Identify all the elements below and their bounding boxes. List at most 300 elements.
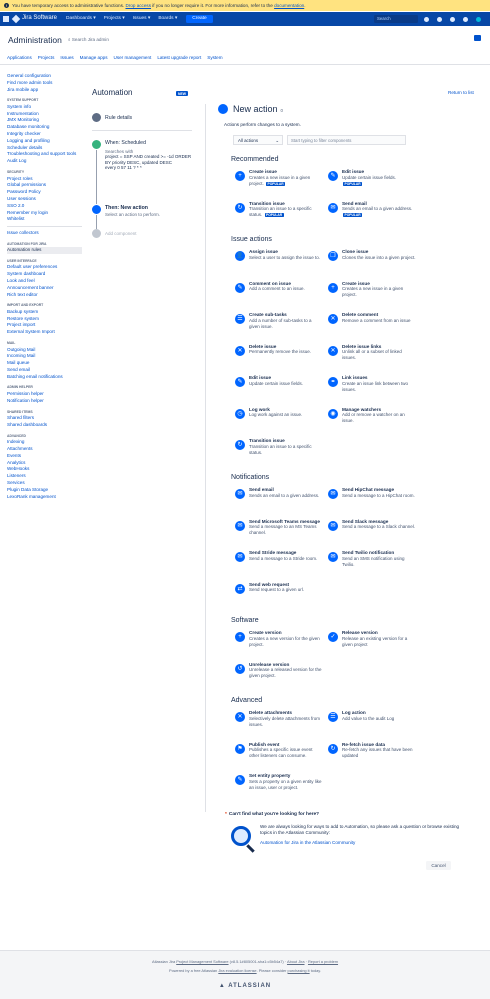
sidebar-item-project-roles[interactable]: Project roles	[7, 175, 33, 181]
rule-details-icon	[92, 113, 101, 122]
action-card-name: Send web request	[249, 581, 290, 587]
section-heading-advanced: Advanced	[231, 697, 263, 704]
action-card-description-text: Re-fetch any issues that have been updated	[342, 747, 413, 759]
tab-applications[interactable]: Applications	[7, 55, 32, 60]
purchasing-link[interactable]: purchasing it	[287, 968, 310, 973]
add-component-label: Add component	[105, 231, 137, 236]
delete-comment-icon: ✕	[328, 314, 338, 324]
avatar[interactable]	[476, 17, 481, 22]
rule-connector-line	[96, 215, 97, 229]
action-card-send-hipchat-message[interactable]	[328, 487, 416, 499]
sidebar-item-batching-email-notifications[interactable]: Batching email notifications	[7, 373, 63, 379]
divider	[92, 130, 192, 131]
action-card-description-text: Transition an issue to a specific status.	[249, 206, 312, 218]
action-card-description	[249, 412, 323, 418]
sidebar-item-external-system-import[interactable]: External System Import	[7, 329, 55, 335]
comment-on-issue-icon: ✎	[235, 283, 245, 293]
action-card-description	[249, 444, 323, 456]
tab-user-management[interactable]: User management	[113, 55, 152, 60]
action-new[interactable]	[92, 205, 192, 217]
column-divider	[205, 104, 206, 812]
page-title: Administration	[8, 35, 62, 45]
settings-gear-icon[interactable]	[463, 17, 468, 22]
sidebar-item-troubleshooting-and-support-tools[interactable]: Troubleshooting and support tools	[7, 151, 77, 157]
action-card-description-text: Send request to a given url.	[249, 587, 305, 593]
action-card-name: Create version	[249, 630, 282, 635]
footer	[0, 950, 490, 999]
sidebar-item-services[interactable]: Services	[7, 479, 25, 485]
send-stride-message-icon: ✉	[235, 552, 245, 562]
action-category-select[interactable]	[233, 135, 283, 145]
sidebar-heading: ADMIN HELPER	[7, 385, 33, 390]
sidebar-heading: ADVANCED	[7, 433, 26, 438]
action-card-edit-issue[interactable]	[328, 169, 416, 187]
new-action-title: New action	[233, 104, 278, 114]
new-action-count: 0	[280, 108, 284, 113]
bolt-icon	[218, 104, 228, 114]
sidebar-item-jira-mobile-app[interactable]: Jira mobile app	[7, 86, 39, 92]
plus-icon	[92, 229, 101, 238]
action-card-description-text: Creates a new issue in a given project.	[249, 174, 311, 186]
atlassian-logo-text: ATLASSIAN	[228, 983, 272, 989]
sidebar-item-password-policy[interactable]: Password Policy	[7, 189, 41, 195]
eval-license-link[interactable]: Jira evaluation license	[218, 968, 257, 973]
action-card-clone-issue[interactable]	[328, 249, 416, 261]
action-card-create-issue[interactable]	[328, 281, 416, 299]
sidebar-item-database-monitoring[interactable]: Database monitoring	[7, 124, 50, 130]
set-entity-property-icon: ✎	[235, 775, 245, 785]
action-card-set-entity-property[interactable]	[235, 773, 323, 791]
cant-find-heading	[225, 812, 319, 818]
action-card-name: Create issue	[342, 280, 370, 286]
filter-components-input[interactable]: Start typing to filter components	[287, 135, 406, 145]
action-card-description	[342, 493, 416, 499]
footer-version: (v8.5.1#805001-sha1:c5b54a7)	[229, 959, 284, 964]
new-badge: NEW	[178, 91, 186, 96]
action-card-name: Re-fetch issue data	[342, 741, 385, 747]
sidebar-divider	[7, 226, 82, 227]
action-card-description	[342, 381, 416, 393]
action-card-description	[249, 318, 323, 330]
action-card-comment-on-issue[interactable]	[235, 281, 323, 293]
create-issue-icon: +	[328, 283, 338, 293]
action-card-description-text: Update certain issue fields.	[249, 380, 304, 386]
action-card-description-text: Send an SMS notification using Twilio.	[342, 555, 405, 567]
sidebar-item-global-permissions[interactable]: Global permissions	[7, 182, 47, 188]
action-card-description	[249, 493, 323, 499]
transition-issue-icon: ↻	[235, 440, 245, 450]
tab-projects[interactable]: Projects	[37, 55, 55, 60]
banner-text-end: .	[304, 2, 306, 8]
tab-manage-apps[interactable]: Manage apps	[79, 55, 108, 60]
give-feedback-icon[interactable]	[437, 17, 442, 22]
action-card-description-text: Clones the issue into a given project.	[342, 254, 416, 260]
atlassian-logo	[0, 983, 490, 991]
search-input[interactable]: Search	[374, 15, 418, 23]
add-component-button[interactable]	[92, 229, 192, 237]
banner-text: You have temporary access to administrative functions.	[12, 2, 125, 8]
section-heading-software: Software	[231, 617, 259, 624]
footer-line-1: Atlassian Jira Project Management Software (v8.5.1#805001-sha1:c5b54a7) · About Jira · Report a problem	[151, 959, 339, 964]
sidebar-item-indexing[interactable]: Indexing	[7, 439, 25, 445]
rule-details-item[interactable]	[92, 113, 192, 122]
action-card-name: Delete attachments	[249, 710, 292, 715]
action-card-description-text: Send a message to a Stride room.	[249, 555, 318, 561]
topnav-boards[interactable]: Boards ▾	[158, 16, 178, 21]
action-card-description	[249, 286, 323, 292]
manage-watchers-icon: ◉	[328, 409, 338, 419]
sidebar-heading: SECURITY	[7, 170, 25, 175]
action-card-description	[249, 667, 323, 679]
action-card-description-text: Unrelease a released version for the given project.	[249, 667, 322, 679]
community-link[interactable]: Automation for Jira in the Atlassian Community	[260, 840, 356, 845]
action-card-description-text: Create an issue link between two issues.	[342, 380, 409, 392]
popular-badge: POPULAR	[266, 213, 283, 218]
send-hipchat-message-icon: ✉	[328, 489, 338, 499]
action-category-value: All actions	[238, 138, 259, 143]
documentation-link[interactable]: documentation	[274, 2, 305, 8]
send-slack-message-icon: ✉	[328, 521, 338, 531]
action-card-delete-issue[interactable]	[235, 344, 323, 356]
action-card-send-email[interactable]	[328, 201, 416, 219]
sidebar-item-remember-my-login[interactable]: Remember my login	[7, 209, 49, 215]
action-card-description	[342, 412, 416, 424]
action-card-publish-event[interactable]	[235, 742, 323, 760]
action-card-description	[249, 206, 323, 218]
action-card-name: Assign issue	[249, 249, 278, 254]
action-card-description-text: Add or remove a watcher on an issue.	[342, 412, 405, 424]
action-card-description	[342, 349, 416, 361]
action-card-description-text: Creates a new version for the given project.	[249, 635, 320, 647]
drop-access-link[interactable]: Drop access	[125, 2, 151, 8]
edit-issue-icon: ✎	[328, 171, 338, 181]
send-twilio-notification-icon: ✉	[328, 552, 338, 562]
trigger-scheduled[interactable]	[92, 140, 192, 171]
action-card-description	[249, 587, 323, 593]
sidebar-item-sso-2-0[interactable]: SSO 2.0	[7, 202, 25, 208]
action-card-description-text: Creates a new issue in a given project.	[342, 286, 404, 298]
action-card-name: Set entity property	[249, 773, 291, 778]
topnav-projects[interactable]: Projects ▾	[103, 16, 125, 21]
new-action-subtitle: Actions perform changes to a system.	[224, 122, 301, 127]
action-card-name: Send Stride message	[249, 550, 297, 555]
log-work-icon: ◷	[235, 409, 245, 419]
sidebar-item-backup-system[interactable]: Backup system	[7, 308, 39, 314]
action-card-description	[342, 318, 416, 324]
action-card-delete-comment[interactable]	[328, 312, 416, 324]
popular-badge: POPULAR	[267, 181, 284, 186]
sidebar-item-mail-queue[interactable]: Mail queue	[7, 360, 30, 366]
action-card-description	[249, 524, 323, 536]
transition-issue-icon: ↻	[235, 203, 245, 213]
sidebar-item-integrity-checker[interactable]: Integrity checker	[7, 131, 41, 137]
link-issues-icon: ⚭	[328, 377, 338, 387]
tab-issues[interactable]: Issues	[60, 55, 74, 60]
sidebar-item-outgoing-mail[interactable]: Outgoing Mail	[7, 346, 36, 352]
action-card-description	[342, 286, 416, 298]
top-nav-menu	[66, 16, 177, 22]
action-card-name: Create sub-tasks	[249, 312, 287, 317]
jira-logo[interactable]	[13, 15, 57, 23]
send-web-request-icon: ⇄	[235, 584, 245, 594]
topnav-issues[interactable]: Issues ▾	[132, 16, 151, 21]
delete-attachments-icon: ✕	[235, 712, 245, 722]
action-card-description-text: Permanently remove the issue.	[249, 349, 312, 355]
sidebar-item-logging-and-profiling[interactable]: Logging and profiling	[7, 137, 50, 143]
action-card-description	[342, 175, 416, 187]
action-card-description-text: Select a user to assign the issue to.	[249, 254, 321, 260]
action-card-name: Clone issue	[342, 249, 369, 254]
atlassian-logo-icon: ▲	[218, 983, 229, 989]
footer-today: today.	[310, 968, 322, 973]
sidebar-item-plugin-data-storage[interactable]: Plugin Data Storage	[7, 486, 49, 492]
action-card-description-text: Add a number of sub-tasks to a given issue.	[249, 317, 312, 329]
cancel-button[interactable]: Cancel	[426, 861, 451, 870]
sidebar-item-incoming-mail[interactable]: Incoming Mail	[7, 353, 36, 359]
footer-consider: . Please consider	[256, 968, 287, 973]
action-card-description-text: Send a message to a Slack channel.	[342, 524, 416, 530]
sidebar-item-announcement-banner[interactable]: Announcement banner	[7, 284, 54, 290]
sidebar-item-look-and-feel[interactable]: Look and feel	[7, 277, 35, 283]
action-card-manage-watchers[interactable]	[328, 407, 416, 425]
about-jira-link[interactable]: About Jira	[286, 959, 305, 964]
section-heading-issue-actions: Issue actions	[231, 236, 272, 243]
sidebar-item-whitelist[interactable]: Whitelist	[7, 216, 25, 222]
create-issue-icon: +	[235, 171, 245, 181]
sidebar-item-rich-text-editor[interactable]: Rich text editor	[7, 291, 38, 297]
sidebar-item-project-import[interactable]: Project import	[7, 322, 36, 328]
sidebar-item-listeners[interactable]: Listeners	[7, 473, 26, 479]
notifications-icon[interactable]	[424, 17, 429, 22]
action-card-name: Link issues	[342, 375, 368, 380]
sidebar-item-default-user-preferences[interactable]: Default user preferences	[7, 264, 58, 270]
action-card-description-text: Selectively delete attachments from issues.	[249, 715, 321, 727]
topnav-dashboards[interactable]: Dashboards ▾	[66, 16, 96, 21]
section-heading-notifications: Notifications	[231, 474, 270, 481]
delete-issue-icon: ✕	[235, 346, 245, 356]
action-card-transition-issue[interactable]	[235, 201, 323, 219]
action-card-description-text: Remove a comment from an issue	[342, 317, 411, 323]
log-action-icon: ☰	[328, 712, 338, 722]
action-card-description-text: Add value to the audit Log	[342, 715, 395, 721]
action-card-name: Send Slack message	[342, 518, 389, 524]
action-card-log-action[interactable]	[328, 710, 416, 722]
sidebar-item-audit-log[interactable]: Audit Log	[7, 158, 27, 164]
action-title: Then: New action	[105, 205, 148, 211]
action-card-send-web-request[interactable]	[235, 582, 323, 594]
action-card-create-issue[interactable]	[235, 169, 323, 187]
action-card-name: Publish event	[249, 741, 280, 747]
help-icon[interactable]	[450, 17, 455, 22]
action-card-send-email[interactable]	[235, 487, 323, 499]
assign-issue-icon: 👤	[236, 253, 244, 259]
action-subtitle: Select an action to perform.	[105, 211, 161, 217]
action-card-name: Transition issue	[249, 200, 285, 206]
create-sub-tasks-icon: ☰	[235, 314, 245, 324]
delete-issue-links-icon: ✕	[328, 346, 338, 356]
action-card-description	[249, 716, 323, 728]
action-card-description	[249, 636, 323, 648]
required-star: *	[225, 812, 227, 817]
trigger-cron: every 0 57 11 ? * *	[105, 165, 142, 171]
sidebar-item-lexorank-management[interactable]: LexoRank management	[7, 493, 56, 499]
action-card-name: Create issue	[249, 169, 277, 174]
footer-line-2	[0, 969, 490, 974]
action-card-create-sub-tasks[interactable]	[235, 312, 323, 330]
sidebar-item-find-more-admin-tools[interactable]: Find more admin tools	[7, 79, 53, 85]
tabs-divider	[0, 64, 490, 65]
send-microsoft-teams-message-icon: ✉	[235, 521, 245, 531]
sidebar-heading: AUTOMATION FOR JIRA	[7, 241, 47, 246]
action-card-send-slack-message[interactable]	[328, 519, 416, 531]
action-card-link-issues[interactable]	[328, 375, 416, 393]
action-card-name: Log work	[249, 406, 270, 412]
sidebar-item-scheduler-details[interactable]: Scheduler details	[7, 144, 43, 150]
send-email-icon: ✉	[235, 489, 245, 499]
sidebar-heading: MAIL	[7, 341, 16, 345]
action-card-description	[249, 255, 323, 261]
action-card-name: Release version	[342, 630, 378, 635]
app-switcher-icon[interactable]	[3, 16, 9, 22]
automation-title: Automation	[92, 88, 133, 97]
action-card-description-text: Sets a property on a given entity like an issue, user or project.	[249, 778, 322, 790]
chevron-down-icon: ⌄	[275, 138, 279, 143]
action-card-description	[342, 747, 416, 759]
action-card-assign-issue[interactable]	[235, 249, 323, 261]
sidebar-item-notification-helper[interactable]: Notification helper	[7, 397, 44, 403]
action-card-description-text: Unlink all or a subset of linked issues.	[342, 349, 402, 361]
action-card-description-text: Transition an issue to a specific status.	[249, 443, 312, 455]
sidebar-item-system-info[interactable]: System info	[7, 103, 31, 109]
action-card-create-version[interactable]	[235, 630, 323, 648]
action-card-delete-attachments[interactable]	[235, 710, 323, 728]
action-card-description-text: Send a message to an MS Teams channel.	[249, 524, 317, 536]
sidebar-item-issue-collectors[interactable]: Issue collectors	[7, 229, 39, 235]
action-card-name: Send Twilio notification	[342, 550, 395, 555]
action-card-name: Send email	[249, 487, 274, 492]
sidebar-item-analytics[interactable]: Analytics	[7, 459, 26, 465]
action-card-unrelease-version[interactable]	[235, 662, 323, 680]
action-card-description-text: Publishes a specific issue event other listeners can consume.	[249, 747, 313, 759]
action-card-description	[249, 349, 323, 355]
section-heading-recommended: Recommended	[231, 156, 279, 163]
magnifier-illustration-icon	[231, 826, 251, 846]
action-card-name: Send email	[342, 200, 367, 206]
footer-powered: Powered by a free Atlassian	[168, 968, 218, 973]
action-card-description	[249, 747, 323, 759]
sidebar-heading: IMPORT AND EXPORT	[7, 303, 44, 308]
action-card-description-text: Sends an email to a given address.	[342, 206, 413, 212]
action-card-release-version[interactable]	[328, 630, 416, 648]
action-card-transition-issue[interactable]	[235, 438, 323, 456]
sidebar-item-webhooks[interactable]: WebHooks	[7, 466, 30, 472]
action-card-name: Unrelease version	[249, 661, 290, 667]
sidebar-heading: SYSTEM SUPPORT	[7, 98, 39, 103]
action-card-name: Transition issue	[249, 438, 285, 443]
clone-issue-icon: ❐	[328, 251, 338, 261]
action-card-name: Delete comment	[342, 312, 379, 317]
sidebar-item-permission-helper[interactable]: Permission helper	[7, 390, 44, 396]
sidebar-item-user-sessions[interactable]: User sessions	[7, 195, 36, 201]
tab-latest-upgrade-report[interactable]: Latest upgrade report	[157, 55, 202, 60]
return-to-list-link[interactable]: Return to list	[448, 90, 474, 95]
action-card-name: Delete issue	[249, 343, 277, 349]
action-card-description-text: Release an existing version for a given project	[342, 635, 408, 647]
popular-badge: POPULAR	[344, 213, 361, 218]
action-card-edit-issue[interactable]	[235, 375, 323, 387]
tab-system[interactable]: System	[207, 55, 222, 65]
action-card-description	[249, 175, 323, 187]
action-card-name: Send HipChat message	[342, 487, 395, 492]
sidebar-item-automation-rules[interactable]: Automation rules	[7, 247, 82, 254]
sidebar-heading: SHARED ITEMS	[7, 409, 33, 414]
sidebar-item-restore-system[interactable]: Restore system	[7, 315, 39, 321]
action-card-re-fetch-issue-data[interactable]	[328, 742, 416, 760]
admin-sidebar	[7, 73, 82, 500]
admin-help-icon[interactable]	[474, 35, 481, 41]
report-problem-link[interactable]: Report a problem	[307, 959, 339, 964]
action-card-name: Manage watchers	[342, 406, 382, 412]
create-version-icon: +	[235, 632, 245, 642]
sidebar-item-general-configuration[interactable]: General configuration	[7, 73, 51, 78]
trigger-title: When: Scheduled	[105, 140, 146, 146]
action-bolt-icon	[92, 205, 101, 214]
action-card-description	[342, 524, 416, 530]
search-jira-admin[interactable]: ⌕ Search Jira admin	[68, 37, 109, 42]
warning-icon: !	[5, 3, 8, 8]
action-card-name: Comment on issue	[249, 280, 291, 286]
action-card-description	[249, 381, 323, 387]
action-card-name: Send Microsoft Teams message	[249, 518, 321, 524]
action-card-send-twilio-notification[interactable]	[328, 550, 416, 568]
sidebar-item-shared-filters[interactable]: Shared filters	[7, 415, 35, 421]
action-card-description	[249, 779, 323, 791]
sidebar-item-send-email[interactable]: Send email	[7, 366, 30, 372]
sidebar-item-events[interactable]: Events	[7, 452, 22, 458]
sidebar-item-attachments[interactable]: Attachments	[7, 445, 33, 451]
sidebar-item-system-dashboard[interactable]: System dashboard	[7, 271, 46, 277]
unrelease-version-icon: ↺	[235, 664, 245, 674]
search-admin-label: Search Jira admin	[71, 37, 109, 42]
trigger-jql: project = SSP AND created >= -1d ORDER BY priority DESC, updated DESC	[105, 154, 192, 165]
footer-pm-link[interactable]: Project Management Software	[176, 959, 229, 964]
create-button[interactable]: Create	[186, 15, 212, 23]
banner-text-mid: if you no longer require it. For more information, refer to the	[152, 2, 273, 8]
trigger-searches-label: Searches with	[105, 148, 134, 154]
publish-event-icon: ⚑	[235, 744, 245, 754]
new-action-header	[220, 104, 283, 115]
admin-access-banner	[0, 0, 490, 11]
action-card-description-text: Log work against an issue.	[249, 412, 303, 418]
action-card-log-work[interactable]	[235, 407, 323, 419]
cant-find-text: We are always looking for ways to add to Automation, so please ask a question or browse existing topics in the Atlassian Community:	[260, 824, 460, 836]
send-email-icon: ✉	[328, 203, 338, 213]
sidebar-item-instrumentation[interactable]: Instrumentation	[7, 110, 39, 116]
action-card-name: Edit issue	[342, 169, 365, 174]
rule-connector-line	[96, 150, 97, 204]
action-card-delete-issue-links[interactable]	[328, 344, 416, 362]
sidebar-item-jmx-monitoring[interactable]: JMX Monitoring	[7, 117, 39, 123]
sidebar-item-shared-dashboards[interactable]: Shared dashboards	[7, 421, 48, 427]
action-card-name: Edit issue	[249, 375, 272, 380]
jira-logo-text: Jira Software	[22, 15, 58, 22]
sidebar-heading: USER INTERFACE	[7, 258, 37, 263]
action-card-send-stride-message[interactable]	[235, 550, 323, 562]
action-card-description	[249, 556, 323, 562]
edit-issue-icon: ✎	[235, 377, 245, 387]
action-card-send-microsoft-teams-message[interactable]	[235, 519, 323, 537]
top-navigation	[0, 12, 490, 26]
